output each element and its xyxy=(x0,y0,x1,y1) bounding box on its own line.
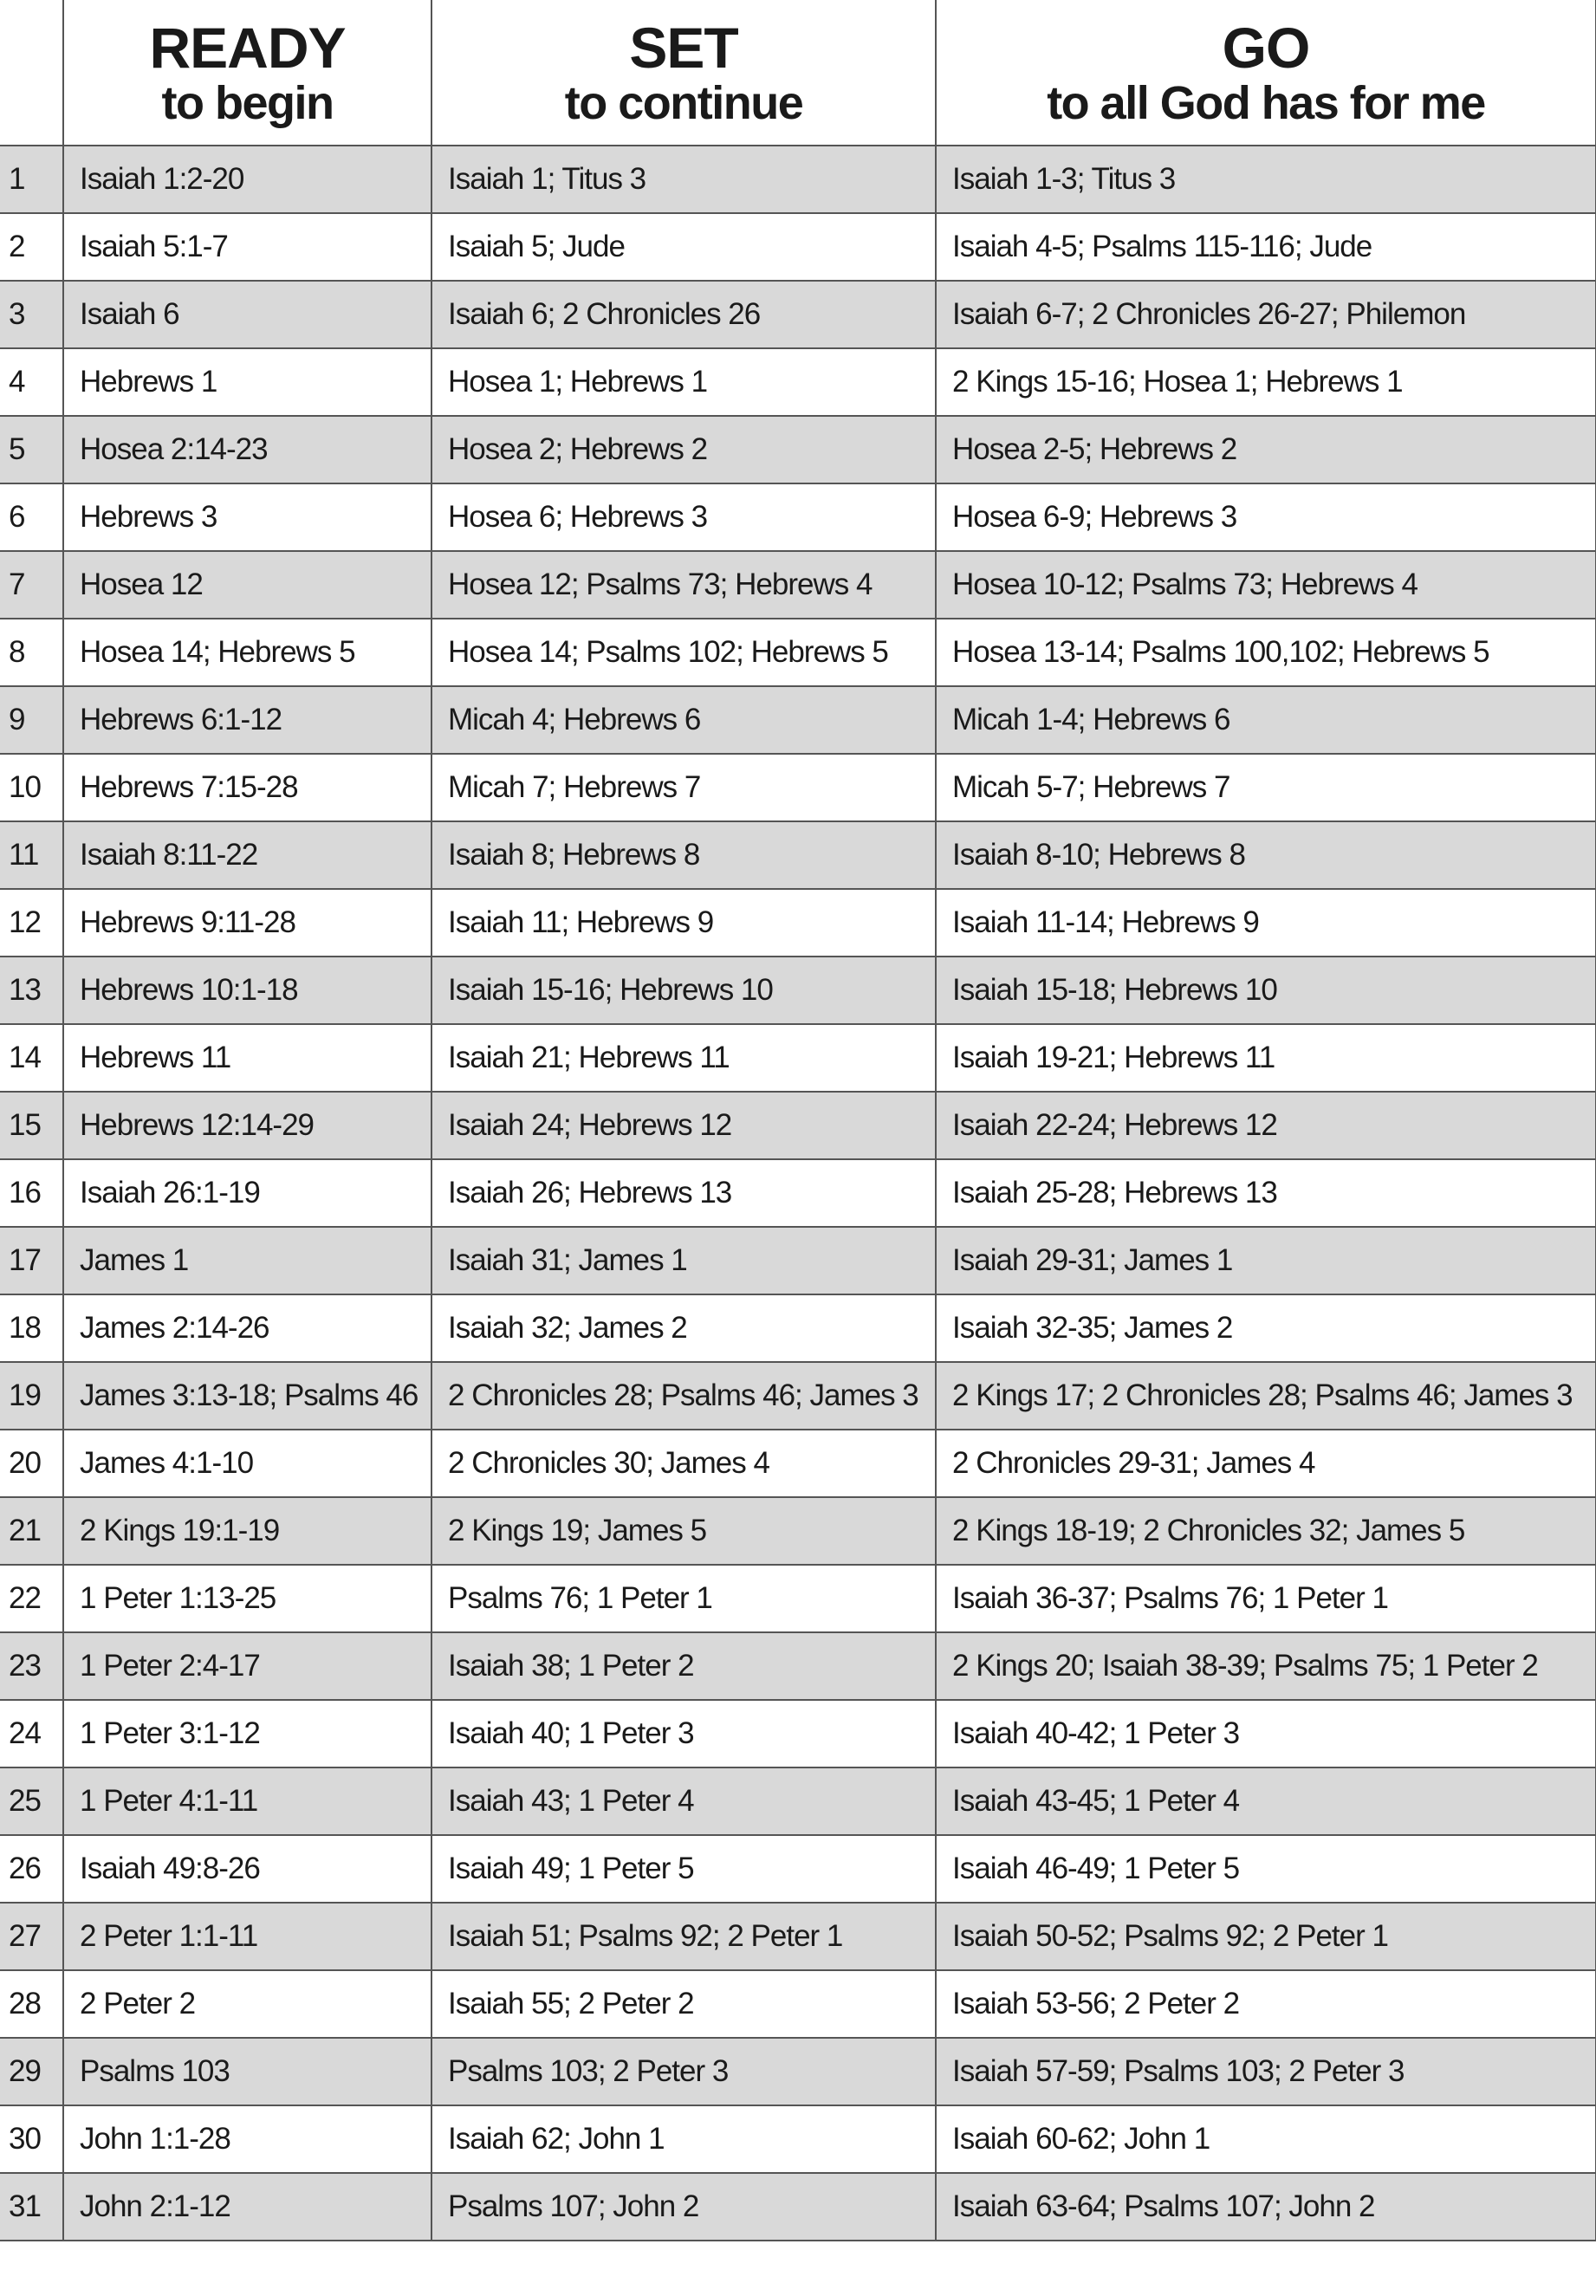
table-row xyxy=(0,1497,1596,1565)
table-row xyxy=(0,551,1596,619)
ready-reading: Hebrews 3 xyxy=(63,483,431,551)
set-reading: Psalms 103; 2 Peter 3 xyxy=(431,2038,936,2105)
table-row xyxy=(0,1632,1596,1700)
set-reading: Isaiah 38; 1 Peter 2 xyxy=(431,1632,936,1700)
go-reading: Isaiah 53-56; 2 Peter 2 xyxy=(936,1970,1596,2038)
header-ready xyxy=(63,0,431,146)
day-number: 4 xyxy=(0,348,63,416)
ready-reading: Hebrews 9:11-28 xyxy=(63,889,431,957)
table-row xyxy=(0,483,1596,551)
ready-reading: Hosea 2:14-23 xyxy=(63,416,431,483)
ready-reading: 1 Peter 2:4-17 xyxy=(63,1632,431,1700)
table-row xyxy=(0,1159,1596,1227)
day-number: 5 xyxy=(0,416,63,483)
day-number: 9 xyxy=(0,686,63,754)
header-subtitle: to begin xyxy=(161,76,334,129)
go-reading: Isaiah 43-45; 1 Peter 4 xyxy=(936,1767,1596,1835)
set-reading: Micah 4; Hebrews 6 xyxy=(431,686,936,754)
ready-reading: Isaiah 8:11-22 xyxy=(63,821,431,889)
header-subtitle: to continue xyxy=(564,76,803,129)
table-row xyxy=(0,416,1596,483)
go-reading: Hosea 13-14; Psalms 100,102; Hebrews 5 xyxy=(936,619,1596,686)
set-reading: Isaiah 51; Psalms 92; 2 Peter 1 xyxy=(431,1903,936,1970)
day-number: 6 xyxy=(0,483,63,551)
go-reading: Isaiah 4-5; Psalms 115-116; Jude xyxy=(936,213,1596,281)
go-reading: 2 Chronicles 29-31; James 4 xyxy=(936,1430,1596,1497)
set-reading: Psalms 76; 1 Peter 1 xyxy=(431,1565,936,1632)
ready-reading: Hebrews 11 xyxy=(63,1024,431,1092)
ready-reading: James 3:13-18; Psalms 46 xyxy=(63,1362,431,1430)
go-reading: 2 Kings 20; Isaiah 38-39; Psalms 75; 1 Peter 2 xyxy=(936,1632,1596,1700)
go-reading: Isaiah 46-49; 1 Peter 5 xyxy=(936,1835,1596,1903)
ready-reading: Hebrews 12:14-29 xyxy=(63,1092,431,1159)
go-reading: 2 Kings 17; 2 Chronicles 28; Psalms 46; James 3 xyxy=(936,1362,1596,1430)
set-reading: Hosea 1; Hebrews 1 xyxy=(431,348,936,416)
ready-reading: James 1 xyxy=(63,1227,431,1294)
go-reading: Isaiah 40-42; 1 Peter 3 xyxy=(936,1700,1596,1767)
set-reading: Hosea 12; Psalms 73; Hebrews 4 xyxy=(431,551,936,619)
table-row xyxy=(0,1092,1596,1159)
ready-reading: Hosea 12 xyxy=(63,551,431,619)
table-row xyxy=(0,146,1596,213)
set-reading: Hosea 6; Hebrews 3 xyxy=(431,483,936,551)
go-reading: Isaiah 15-18; Hebrews 10 xyxy=(936,957,1596,1024)
table-row xyxy=(0,1903,1596,1970)
table-row xyxy=(0,1294,1596,1362)
set-reading: Isaiah 8; Hebrews 8 xyxy=(431,821,936,889)
header-day xyxy=(0,0,63,146)
go-reading: Hosea 6-9; Hebrews 3 xyxy=(936,483,1596,551)
set-reading: Isaiah 32; James 2 xyxy=(431,1294,936,1362)
set-reading: Psalms 107; John 2 xyxy=(431,2173,936,2241)
header-go xyxy=(936,0,1596,146)
go-reading: Isaiah 22-24; Hebrews 12 xyxy=(936,1092,1596,1159)
set-reading: Isaiah 24; Hebrews 12 xyxy=(431,1092,936,1159)
header-row xyxy=(0,0,1596,146)
set-reading: Isaiah 5; Jude xyxy=(431,213,936,281)
table-row xyxy=(0,281,1596,348)
go-reading: 2 Kings 18-19; 2 Chronicles 32; James 5 xyxy=(936,1497,1596,1565)
day-number: 8 xyxy=(0,619,63,686)
ready-reading: Hebrews 1 xyxy=(63,348,431,416)
day-number: 20 xyxy=(0,1430,63,1497)
ready-reading: 1 Peter 4:1-11 xyxy=(63,1767,431,1835)
go-reading: 2 Kings 15-16; Hosea 1; Hebrews 1 xyxy=(936,348,1596,416)
ready-reading: Isaiah 5:1-7 xyxy=(63,213,431,281)
go-reading: Isaiah 63-64; Psalms 107; John 2 xyxy=(936,2173,1596,2241)
go-reading: Hosea 10-12; Psalms 73; Hebrews 4 xyxy=(936,551,1596,619)
go-reading: Isaiah 8-10; Hebrews 8 xyxy=(936,821,1596,889)
day-number: 1 xyxy=(0,146,63,213)
day-number: 16 xyxy=(0,1159,63,1227)
table-row xyxy=(0,348,1596,416)
set-reading: Isaiah 26; Hebrews 13 xyxy=(431,1159,936,1227)
set-reading: Isaiah 1; Titus 3 xyxy=(431,146,936,213)
day-number: 3 xyxy=(0,281,63,348)
day-number: 21 xyxy=(0,1497,63,1565)
set-reading: Isaiah 6; 2 Chronicles 26 xyxy=(431,281,936,348)
go-reading: Isaiah 6-7; 2 Chronicles 26-27; Philemon xyxy=(936,281,1596,348)
go-reading: Micah 1-4; Hebrews 6 xyxy=(936,686,1596,754)
go-reading: Hosea 2-5; Hebrews 2 xyxy=(936,416,1596,483)
ready-reading: John 2:1-12 xyxy=(63,2173,431,2241)
ready-reading: Hebrews 10:1-18 xyxy=(63,957,431,1024)
ready-reading: 1 Peter 1:13-25 xyxy=(63,1565,431,1632)
set-reading: Isaiah 11; Hebrews 9 xyxy=(431,889,936,957)
set-reading: Isaiah 15-16; Hebrews 10 xyxy=(431,957,936,1024)
ready-reading: 2 Peter 1:1-11 xyxy=(63,1903,431,1970)
day-number: 26 xyxy=(0,1835,63,1903)
go-reading: Isaiah 36-37; Psalms 76; 1 Peter 1 xyxy=(936,1565,1596,1632)
day-number: 12 xyxy=(0,889,63,957)
set-reading: Isaiah 49; 1 Peter 5 xyxy=(431,1835,936,1903)
ready-reading: Hebrews 7:15-28 xyxy=(63,754,431,821)
table-row xyxy=(0,213,1596,281)
ready-reading: Isaiah 49:8-26 xyxy=(63,1835,431,1903)
go-reading: Isaiah 19-21; Hebrews 11 xyxy=(936,1024,1596,1092)
table-row xyxy=(0,2038,1596,2105)
ready-reading: 1 Peter 3:1-12 xyxy=(63,1700,431,1767)
day-number: 14 xyxy=(0,1024,63,1092)
header-title: READY xyxy=(149,15,346,80)
set-reading: Isaiah 55; 2 Peter 2 xyxy=(431,1970,936,2038)
day-number: 15 xyxy=(0,1092,63,1159)
go-reading: Isaiah 32-35; James 2 xyxy=(936,1294,1596,1362)
day-number: 19 xyxy=(0,1362,63,1430)
ready-reading: Isaiah 26:1-19 xyxy=(63,1159,431,1227)
set-reading: Isaiah 21; Hebrews 11 xyxy=(431,1024,936,1092)
ready-reading: John 1:1-28 xyxy=(63,2105,431,2173)
set-reading: Micah 7; Hebrews 7 xyxy=(431,754,936,821)
set-reading: 2 Chronicles 30; James 4 xyxy=(431,1430,936,1497)
header-subtitle: to all God has for me xyxy=(1047,76,1485,129)
table-row xyxy=(0,1700,1596,1767)
table-row xyxy=(0,1227,1596,1294)
go-reading: Isaiah 57-59; Psalms 103; 2 Peter 3 xyxy=(936,2038,1596,2105)
ready-reading: 2 Kings 19:1-19 xyxy=(63,1497,431,1565)
table-row xyxy=(0,2105,1596,2173)
ready-reading: James 2:14-26 xyxy=(63,1294,431,1362)
go-reading: Isaiah 11-14; Hebrews 9 xyxy=(936,889,1596,957)
day-number: 24 xyxy=(0,1700,63,1767)
header-set xyxy=(431,0,936,146)
table-row xyxy=(0,1565,1596,1632)
ready-reading: Isaiah 1:2-20 xyxy=(63,146,431,213)
go-reading: Micah 5-7; Hebrews 7 xyxy=(936,754,1596,821)
table-row xyxy=(0,619,1596,686)
day-number: 23 xyxy=(0,1632,63,1700)
set-reading: Hosea 2; Hebrews 2 xyxy=(431,416,936,483)
table-row xyxy=(0,1430,1596,1497)
ready-reading: 2 Peter 2 xyxy=(63,1970,431,2038)
day-number: 18 xyxy=(0,1294,63,1362)
day-number: 17 xyxy=(0,1227,63,1294)
go-reading: Isaiah 25-28; Hebrews 13 xyxy=(936,1159,1596,1227)
day-number: 31 xyxy=(0,2173,63,2241)
set-reading: Isaiah 31; James 1 xyxy=(431,1227,936,1294)
day-number: 29 xyxy=(0,2038,63,2105)
table-row xyxy=(0,754,1596,821)
go-reading: Isaiah 1-3; Titus 3 xyxy=(936,146,1596,213)
set-reading: 2 Chronicles 28; Psalms 46; James 3 xyxy=(431,1362,936,1430)
day-number: 2 xyxy=(0,213,63,281)
set-reading: 2 Kings 19; James 5 xyxy=(431,1497,936,1565)
go-reading: Isaiah 29-31; James 1 xyxy=(936,1227,1596,1294)
day-number: 25 xyxy=(0,1767,63,1835)
day-number: 30 xyxy=(0,2105,63,2173)
day-number: 7 xyxy=(0,551,63,619)
go-reading: Isaiah 50-52; Psalms 92; 2 Peter 1 xyxy=(936,1903,1596,1970)
day-number: 22 xyxy=(0,1565,63,1632)
ready-reading: James 4:1-10 xyxy=(63,1430,431,1497)
table-row xyxy=(0,1362,1596,1430)
table-row xyxy=(0,957,1596,1024)
day-number: 27 xyxy=(0,1903,63,1970)
go-reading: Isaiah 60-62; John 1 xyxy=(936,2105,1596,2173)
table-row xyxy=(0,821,1596,889)
ready-reading: Hebrews 6:1-12 xyxy=(63,686,431,754)
set-reading: Isaiah 40; 1 Peter 3 xyxy=(431,1700,936,1767)
ready-reading: Hosea 14; Hebrews 5 xyxy=(63,619,431,686)
table-row xyxy=(0,889,1596,957)
table-row xyxy=(0,1024,1596,1092)
day-number: 28 xyxy=(0,1970,63,2038)
table-row xyxy=(0,1767,1596,1835)
table-row xyxy=(0,2173,1596,2241)
set-reading: Hosea 14; Psalms 102; Hebrews 5 xyxy=(431,619,936,686)
day-number: 11 xyxy=(0,821,63,889)
header-title: SET xyxy=(629,15,738,80)
set-reading: Isaiah 43; 1 Peter 4 xyxy=(431,1767,936,1835)
day-number: 10 xyxy=(0,754,63,821)
ready-reading: Psalms 103 xyxy=(63,2038,431,2105)
ready-reading: Isaiah 6 xyxy=(63,281,431,348)
set-reading: Isaiah 62; John 1 xyxy=(431,2105,936,2173)
table-row xyxy=(0,1835,1596,1903)
table-row xyxy=(0,1970,1596,2038)
header-title: GO xyxy=(1222,15,1310,80)
table-row xyxy=(0,686,1596,754)
day-number: 13 xyxy=(0,957,63,1024)
